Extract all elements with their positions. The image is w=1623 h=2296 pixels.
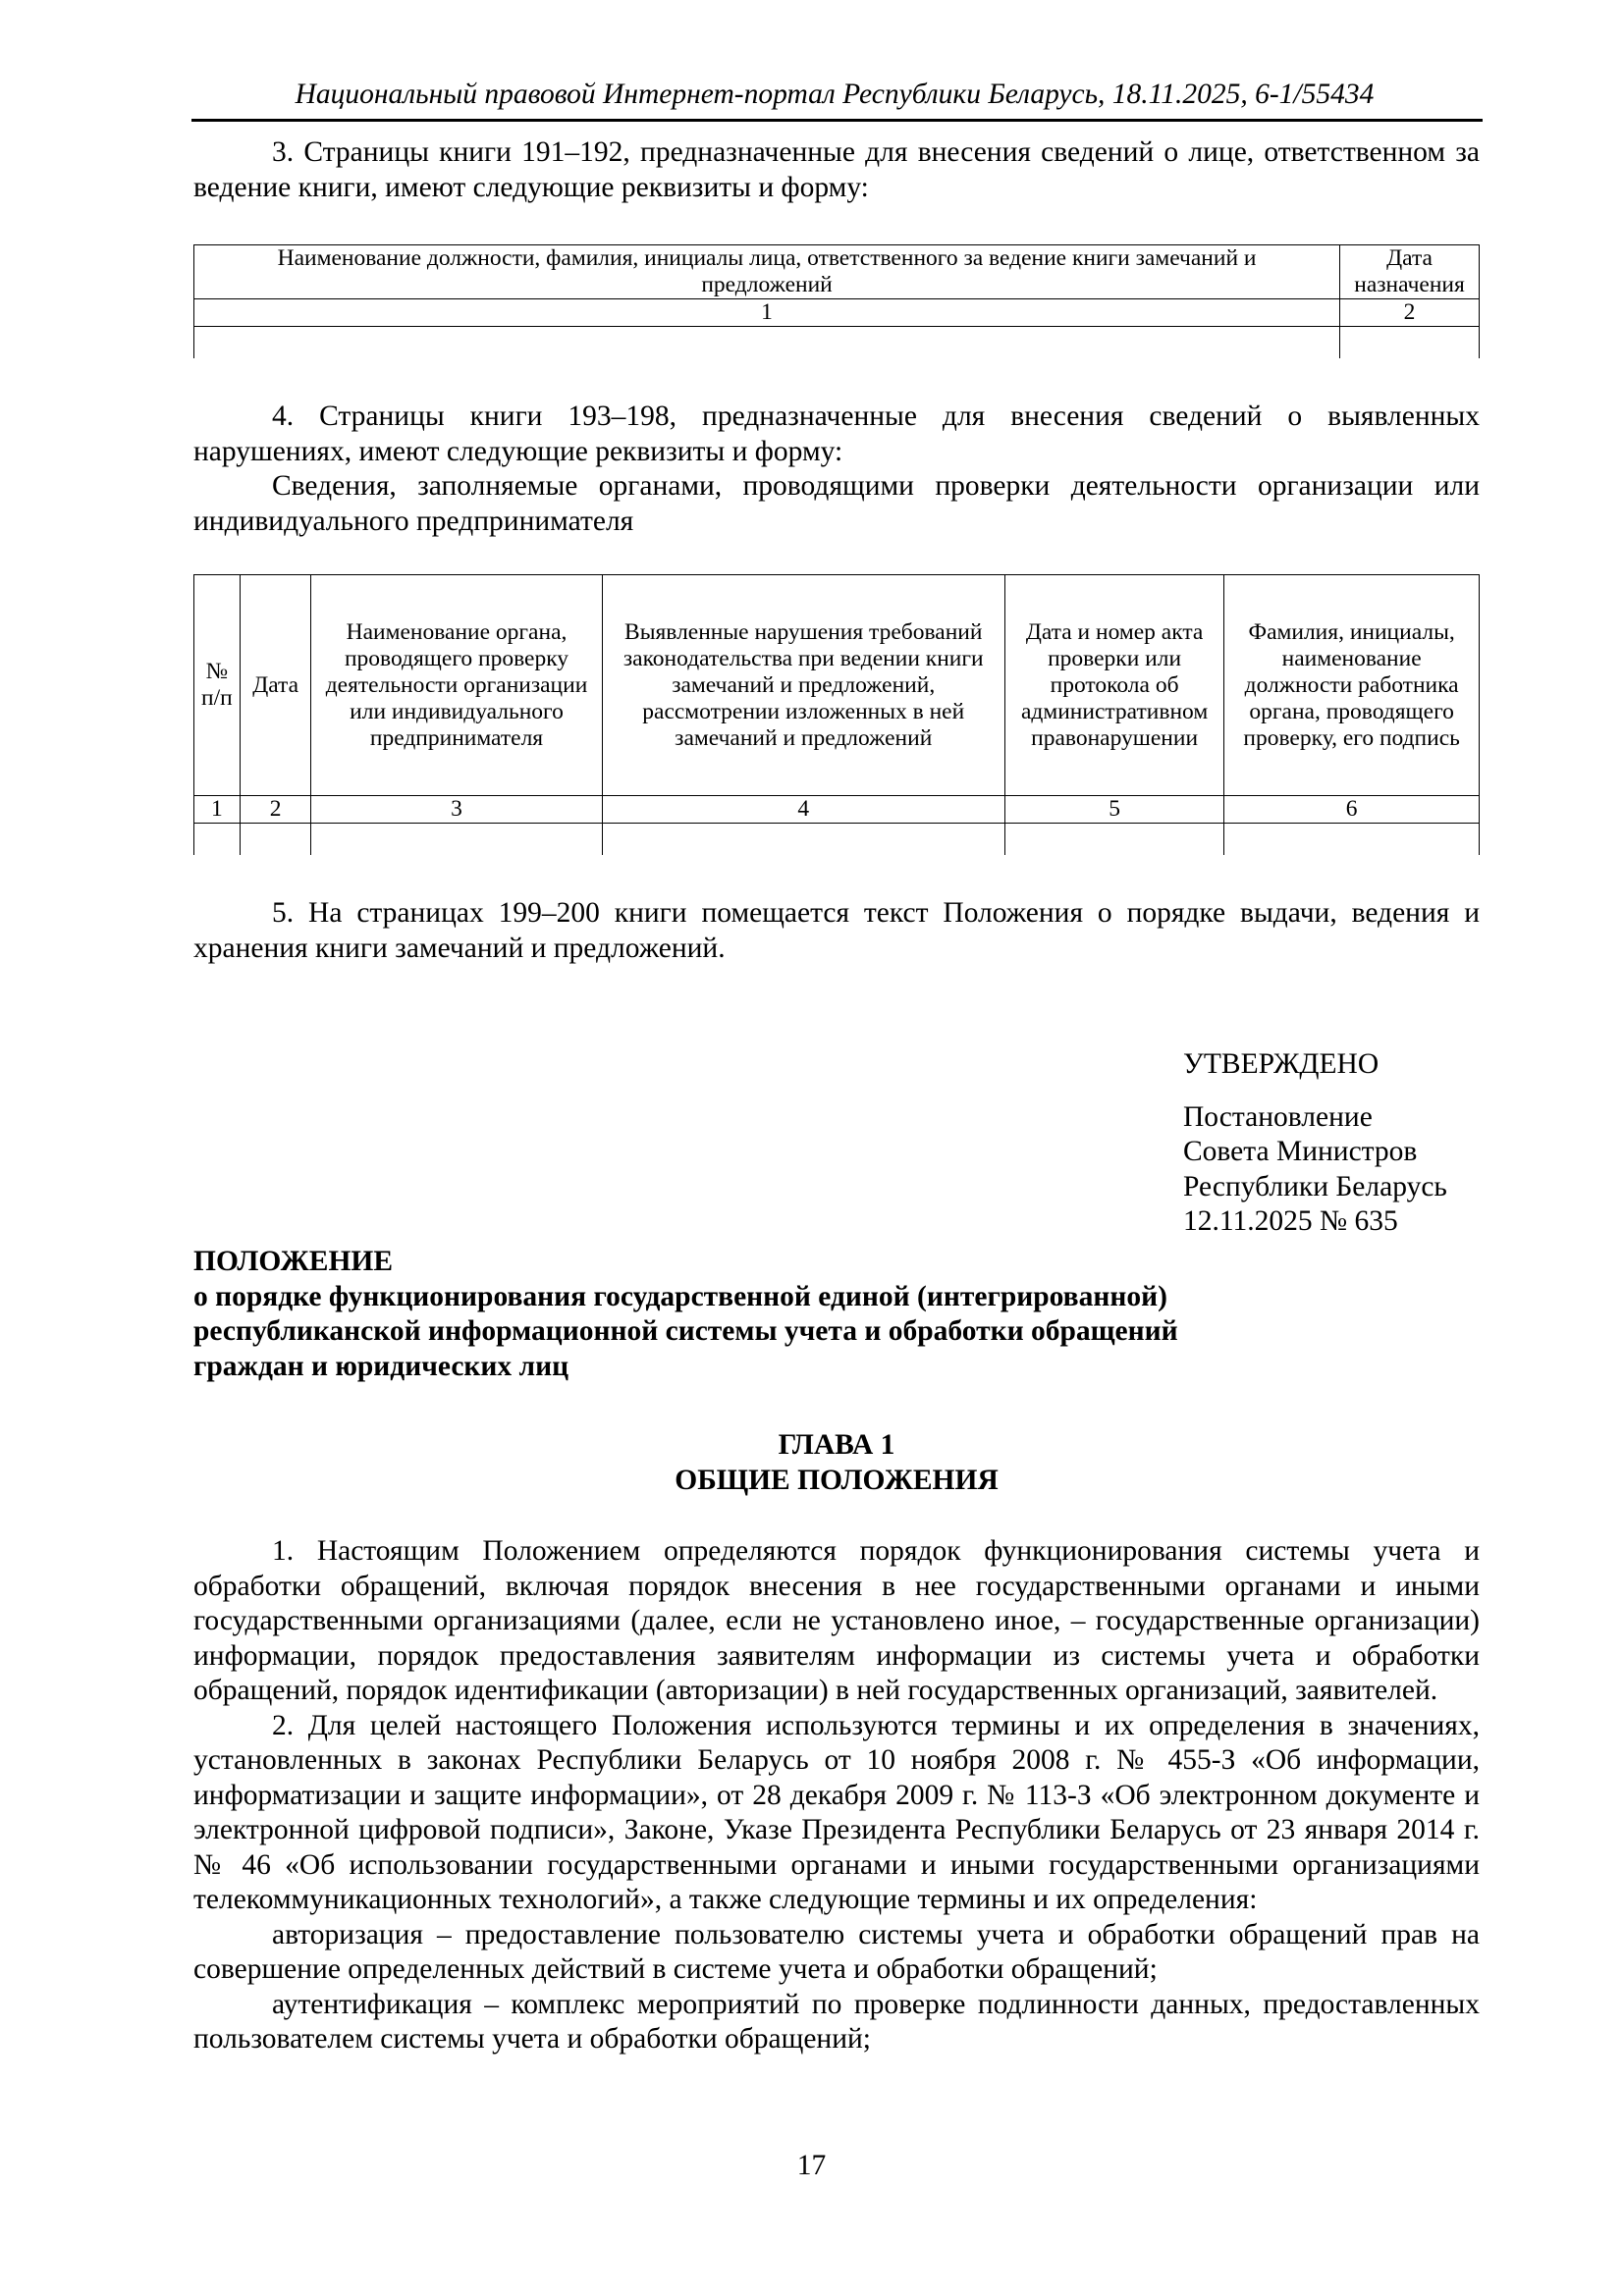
page-header: Национальный правовой Интернет-портал Республики Беларусь, 18.11.2025, 6-1/55434 xyxy=(295,79,1375,110)
paragraph-1: 1. Настоящим Положением определяются порядок функционирования системы учета и обработки обращений, включая порядок внесения в нее государственными органами и иными государственными организациями (далее, если не установлено иное, – государственные организации) информации, порядок предоставления заявителям информации из системы учета и обработки обращений, порядок идентификации (авторизации) в ней государственных организаций, заявителей. xyxy=(193,1535,1480,1706)
definition-authentication: аутентификация – комплекс мероприятий по проверке подлинности данных, предоставленных пользователем системы учета и обработки обращений; xyxy=(193,1988,1480,2055)
table2-header-number: № п/п xyxy=(194,575,241,796)
section-3-text: 3. Страницы книги 191–192, предназначенные для внесения сведений о лице, ответственном за ведение книги, имеют следующие реквизиты и форму: xyxy=(193,136,1480,203)
approved-line-4: 12.11.2025 № 635 xyxy=(1183,1205,1398,1237)
table2-empty-cell xyxy=(1224,824,1480,856)
regulation-title: ПОЛОЖЕНИЕ xyxy=(193,1246,394,1277)
table2-header-inspector: Фамилия, инициалы, наименование должности работника органа, проводящего проверку, его подпись xyxy=(1224,575,1480,796)
table2-header-act: Дата и номер акта проверки или протокола об административном правонарушении xyxy=(1004,575,1223,796)
regulation-subtitle-line-3: граждан и юридических лиц xyxy=(193,1350,569,1382)
table2-number-1: 1 xyxy=(194,796,241,824)
paragraph-2: 2. Для целей настоящего Положения используются термины и их определения в значениях, установленных в законах Республики Беларусь от 10 ноября 2008 г. № 455-З «Об информации, информатизации и защите информации», от 28 декабря 2009 г. № 113-З «Об электронном документе и электронной цифровой подписи», Законе, Указе Президента Республики Беларусь от 23 января 2014 г. № 46 «Об использовании государственными органами и иными государственными организациями телекоммуникационных технологий», а также следующие термины и их определения: xyxy=(193,1709,1480,1915)
table2-empty-cell xyxy=(240,824,311,856)
header-divider xyxy=(191,119,1483,122)
table2-number-3: 3 xyxy=(311,796,602,824)
table2-empty-cell xyxy=(311,824,602,856)
section-4-subtext: Сведения, заполняемые органами, проводящими проверки деятельности организации или индивидуального предпринимателя xyxy=(193,470,1480,537)
definition-authorization: авторизация – предоставление пользователю системы учета и обработки обращений прав на совершение определенных действий в системе учета и обработки обращений; xyxy=(193,1918,1480,1985)
document-body-bottom xyxy=(193,1534,1480,2057)
table1-header-name: Наименование должности, фамилия, инициалы лица, ответственного за ведение книги замечаний и предложений xyxy=(194,245,1340,299)
regulation-title-block xyxy=(193,1245,1372,1384)
table2-number-4: 4 xyxy=(602,796,1004,824)
approved-line-1: Постановление xyxy=(1183,1100,1373,1133)
table2-empty-cell xyxy=(194,824,241,856)
table2-header-violations: Выявленные нарушения требований законодательства при ведении книги замечаний и предложений, рассмотрении изложенных в ней замечаний и предложений xyxy=(602,575,1004,796)
regulation-subtitle-line-2: республиканской информационной системы учета и обработки обращений xyxy=(193,1315,1178,1347)
chapter-number: ГЛАВА 1 xyxy=(778,1429,895,1461)
table1-empty-cell xyxy=(194,327,1340,359)
approval-stamp xyxy=(1183,1047,1447,1240)
table2-number-5: 5 xyxy=(1004,796,1223,824)
page-number: 17 xyxy=(796,2150,827,2181)
table2-empty-row xyxy=(194,824,1480,856)
approved-label: УТВЕРЖДЕНО xyxy=(1183,1048,1380,1080)
table1-number-2: 2 xyxy=(1340,299,1480,327)
document-body-top xyxy=(193,135,1480,966)
table2-empty-cell xyxy=(1004,824,1223,856)
table2-number-6: 6 xyxy=(1224,796,1480,824)
chapter-heading xyxy=(193,1428,1480,1498)
chapter-title: ОБЩИЕ ПОЛОЖЕНИЯ xyxy=(675,1464,999,1496)
table2-number-2: 2 xyxy=(240,796,311,824)
responsible-person-table xyxy=(193,244,1480,358)
approved-line-2: Совета Министров xyxy=(1183,1136,1418,1167)
table2-empty-cell xyxy=(602,824,1004,856)
table2-header-date: Дата xyxy=(240,575,311,796)
table2-header-authority: Наименование органа, проводящего проверку деятельности организации или индивидуального предпринимателя xyxy=(311,575,602,796)
section-5-text: 5. На страницах 199–200 книги помещается текст Положения о порядке выдачи, ведения и хранения книги замечаний и предложений. xyxy=(193,897,1480,964)
table1-empty-cell xyxy=(1340,327,1480,359)
table1-header-date: Дата назначения xyxy=(1340,245,1480,299)
table1-number-1: 1 xyxy=(194,299,1340,327)
regulation-subtitle-line-1: о порядке функционирования государственной единой (интегрированной) xyxy=(193,1280,1167,1312)
approved-line-3: Республики Беларусь xyxy=(1183,1170,1447,1202)
violations-table xyxy=(193,574,1480,855)
table1-empty-row xyxy=(194,327,1480,359)
section-4-text: 4. Страницы книги 193–198, предназначенные для внесения сведений о выявленных нарушениях, имеют следующие реквизиты и форму: xyxy=(193,400,1480,467)
